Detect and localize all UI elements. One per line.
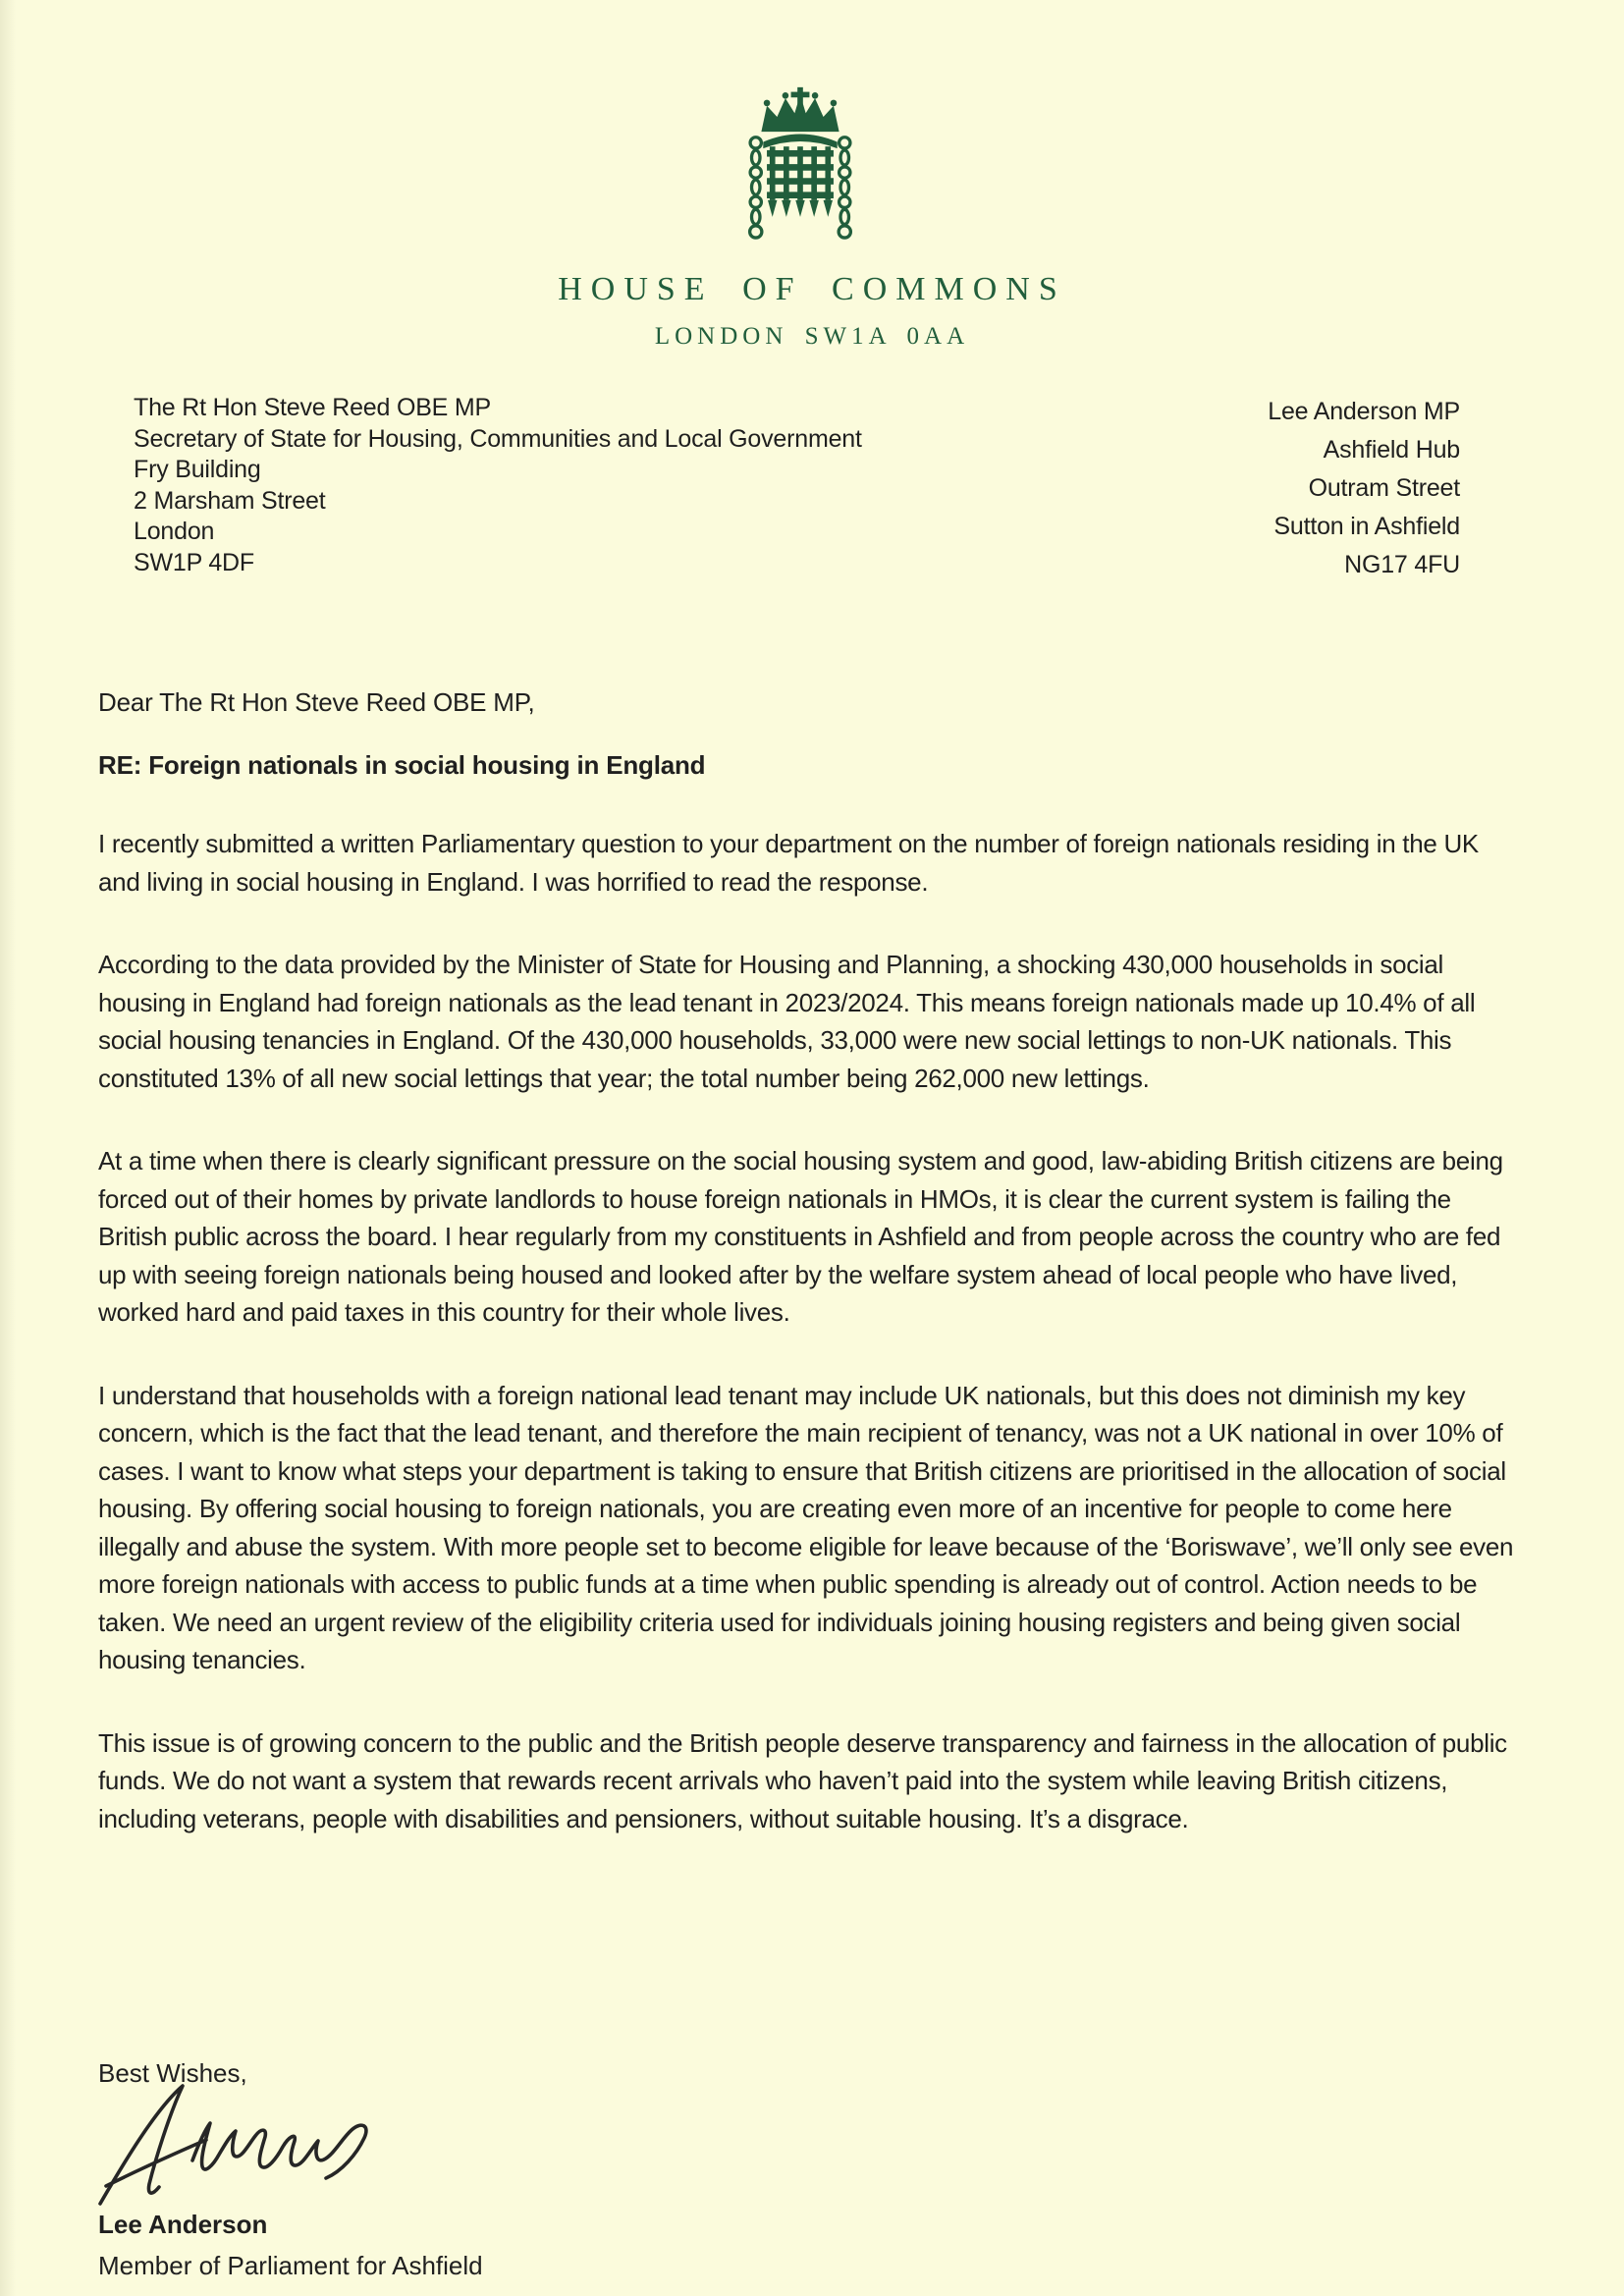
signer-name: Lee Anderson bbox=[98, 2210, 268, 2239]
sender-address-line: Ashfield Hub bbox=[1323, 436, 1460, 464]
valediction: Best Wishes, bbox=[98, 2058, 247, 2088]
recipient-address bbox=[134, 393, 862, 578]
sender-address-line: Outram Street bbox=[1308, 474, 1460, 502]
body-paragraph: I understand that households with a foreign national lead tenant may include UK nationals, but this does not diminish my key concern, which is the fact that the lead tenant, and therefore the main recipient of tenancy, was not a UK national in over 10% of cases. I want to know what steps your department is taking to ensure that British citizens are prioritised in the allocation of social housing. By offering social housing to foreign nationals, you are creating even more of an incentive for people to come here illegally and abuse the system. With more people set to become eligible for leave because of the ‘Boriswave’, we’ll only see even more foreign nationals with access to public funds at a time when public spending is already out of control. Action needs to be taken. We need an urgent review of the eligibility criteria used for individuals joining housing registers and being given social housing tenancies. bbox=[98, 1380, 1514, 1674]
recipient-address-line: Secretary of State for Housing, Communities and Local Government bbox=[134, 424, 862, 453]
sender-address-line: Sutton in Ashfield bbox=[1273, 513, 1460, 540]
recipient-address-line: The Rt Hon Steve Reed OBE MP bbox=[134, 394, 492, 421]
sender-address-line: NG17 4FU bbox=[1344, 551, 1460, 578]
subject-line: RE: Foreign nationals in social housing in England bbox=[98, 750, 706, 780]
recipient-address-line: 2 Marsham Street bbox=[134, 486, 326, 515]
letter-body bbox=[98, 825, 1524, 1883]
recipient-address-line: SW1P 4DF bbox=[134, 548, 254, 576]
signature-image bbox=[92, 2074, 397, 2214]
body-paragraph: This issue is of growing concern to the public and the British people deserve transparency and fairness in the allocation of public funds. We do not want a system that rewards recent arrivals who haven’t paid into the system while leaving British citizens, including veterans, people with disabilities and pensioners, without suitable housing. It’s a disgrace. bbox=[98, 1727, 1507, 1833]
org-address: LONDON SW1A 0AA bbox=[654, 323, 970, 350]
recipient-address-line: London bbox=[134, 518, 215, 545]
portcullis-crest-icon bbox=[735, 86, 865, 246]
body-paragraph: At a time when there is clearly significant pressure on the social housing system and good, law-abiding British citizens are being forced out of their homes by private landlords to house foreign nationals in HMOs, it is clear the current system is failing the British public across the board. I hear regularly from my constituents in Ashfield and from people across the country who are fed up with seeing foreign nationals being housed and looked after by the welfare system ahead of local people who have lived, worked hard and paid taxes in this country for their whole lives. bbox=[98, 1146, 1503, 1327]
sender-address bbox=[1268, 393, 1460, 584]
org-name: HOUSE OF COMMONS bbox=[558, 271, 1066, 307]
recipient-address-line: Fry Building bbox=[134, 456, 261, 483]
signer-role: Member of Parliament for Ashfield bbox=[98, 2251, 483, 2280]
body-paragraph: I recently submitted a written Parliamentary question to your department on the number of foreign nationals residing in the UK and living in social housing in England. I was horrified to read the response. bbox=[98, 829, 1479, 897]
body-paragraph: According to the data provided by the Minister of State for Housing and Planning, a shocking 430,000 households in social housing in England had foreign nationals as the lead tenant in 2023/2024. This means foreign nationals made up 10.4% of all social housing tenancies in England. Of the 430,000 households, 33,000 were new social lettings to non-UK nationals. This constituted 13% of all new social lettings that year; the total number being 262,000 new lettings. bbox=[98, 950, 1476, 1093]
sender-address-line: Lee Anderson MP bbox=[1268, 398, 1460, 425]
salutation: Dear The Rt Hon Steve Reed OBE MP, bbox=[98, 687, 535, 717]
